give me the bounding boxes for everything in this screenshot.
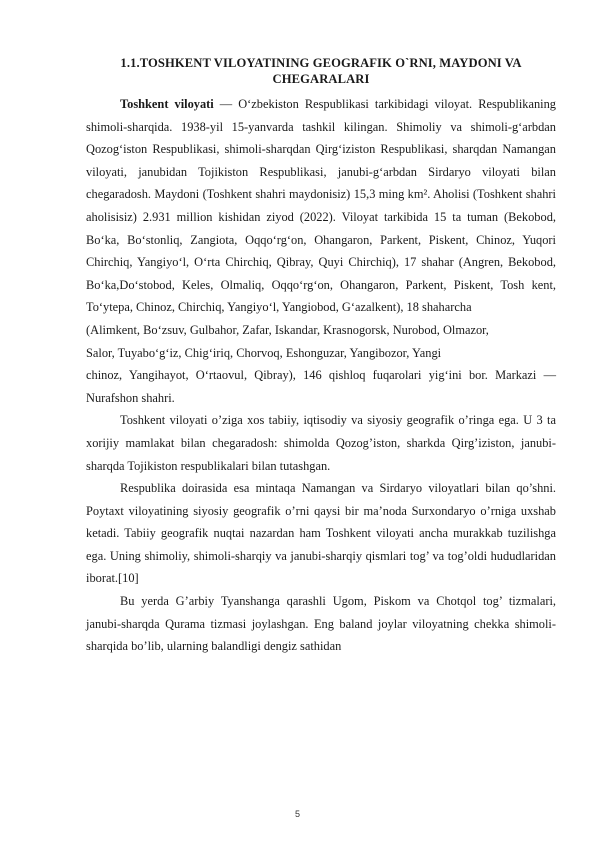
paragraph-2: Toshkent viloyati o’ziga xos tabiiy, iqtisodiy va siyosiy geografik o’ringa ega. U 3 ta xorijiy mamlakat bilan chegaradosh: shimolda Qozog’iston, sharkda Qirg’iziston, janubi-sharqda Tojikiston respublikalari bilan tutashgan. [86, 413, 556, 473]
section-title: 1.1.TOSHKENT VILOYATINING GEOGRAFIK O`RNI, MAYDONI VA CHEGARALARI [120, 56, 522, 86]
document-page [86, 56, 556, 658]
paragraph-1-lead: Toshkent viloyati [120, 97, 214, 111]
paragraph-1-body: — Oʻzbekiston Respublikasi tarkibidagi viloyat. Respublikaning shimoli-sharqida. 1938-yil 15-yanvarda tashkil kilingan. Shimoliy va shimoli-gʻarbdan Qozogʻiston Respublikasi, shimoli-sharqdan Qirgʻiziston Respublikasi, sharqdan Namangan viloyati, janubidan Tojikiston Respublikasi, janubi-gʻarbdan Sirdaryo viloyati bilan chegaradosh. Maydoni (Toshkent shahri maydonisiz) 15,3 ming km². Aholisi (Toshkent shahri aholisisiz) 2.931 million kishidan ziyod (2022). Viloyat tarkibida 15 ta tuman (Bekobod, Boʻka, Boʻstonliq, Zangiota, Oqqoʻrgʻon, Ohangaron, Parkent, Piskent, Chinoz, Yuqori Chirchiq, Yangiyoʻl, Oʻrta Chirchiq, Qibray, Quyi Chirchiq), 17 shahar (Angren, Bekobod, Boʻka,Doʻstobod, Keles, Olmaliq, Oqqoʻrgʻon, Ohangaron, Parkent, Piskent, Tosh kent, Toʻytepa, Chinoz, Chirchiq, Yangiyoʻl, Yangiobod, Gʻazalkent), 18 shaharcha [86, 97, 556, 315]
paragraph-1-line-a: (Alimkent, Boʻzsuv, Gulbahor, Zafar, Iskandar, Krasnogorsk, Nurobod, Olmazor, [86, 322, 489, 337]
paragraph-1-tail: chinoz, Yangihayot, Oʻrtaovul, Qibray), 146 qishloq fuqarolari yigʻini bor. Markazi — Nurafshon shahri. [86, 368, 556, 405]
page-number: 5 [294, 809, 300, 819]
paragraph-1 [86, 93, 556, 319]
paragraph-1-line-b: Salor, Tuyaboʻgʻiz, Chigʻiriq, Chorvoq, Eshonguzar, Yangibozor, Yangi [86, 345, 442, 360]
paragraph-4: Bu yerda G’arbiy Tyanshanga qarashli Ugom, Piskom va Chotqol tog’ tizmalari, janubi-sharqda Qurama tizmasi joylashgan. Eng baland joylar viloyatning chekka shimoli-sharqida bo’lib, ularning balandligi dengiz sathidan [86, 594, 556, 654]
paragraph-3: Respublika doirasida esa mintaqa Namangan va Sirdaryo viloyatlari bilan qo’shni. Poytaxt viloyatining siyosiy geografik o’rni qaysi bir ma’noda Surxondaryo o’rniga uxshab ketadi. Tabiiy geografik nuqtai nazardan ham Toshkent viloyati ancha murakkab tuzilishga ega. Uning shimoliy, shimoli-sharqiy va janubi-sharqiy qismlari tog’ va tog’oldi hududlaridan iborat.[10] [86, 481, 556, 586]
